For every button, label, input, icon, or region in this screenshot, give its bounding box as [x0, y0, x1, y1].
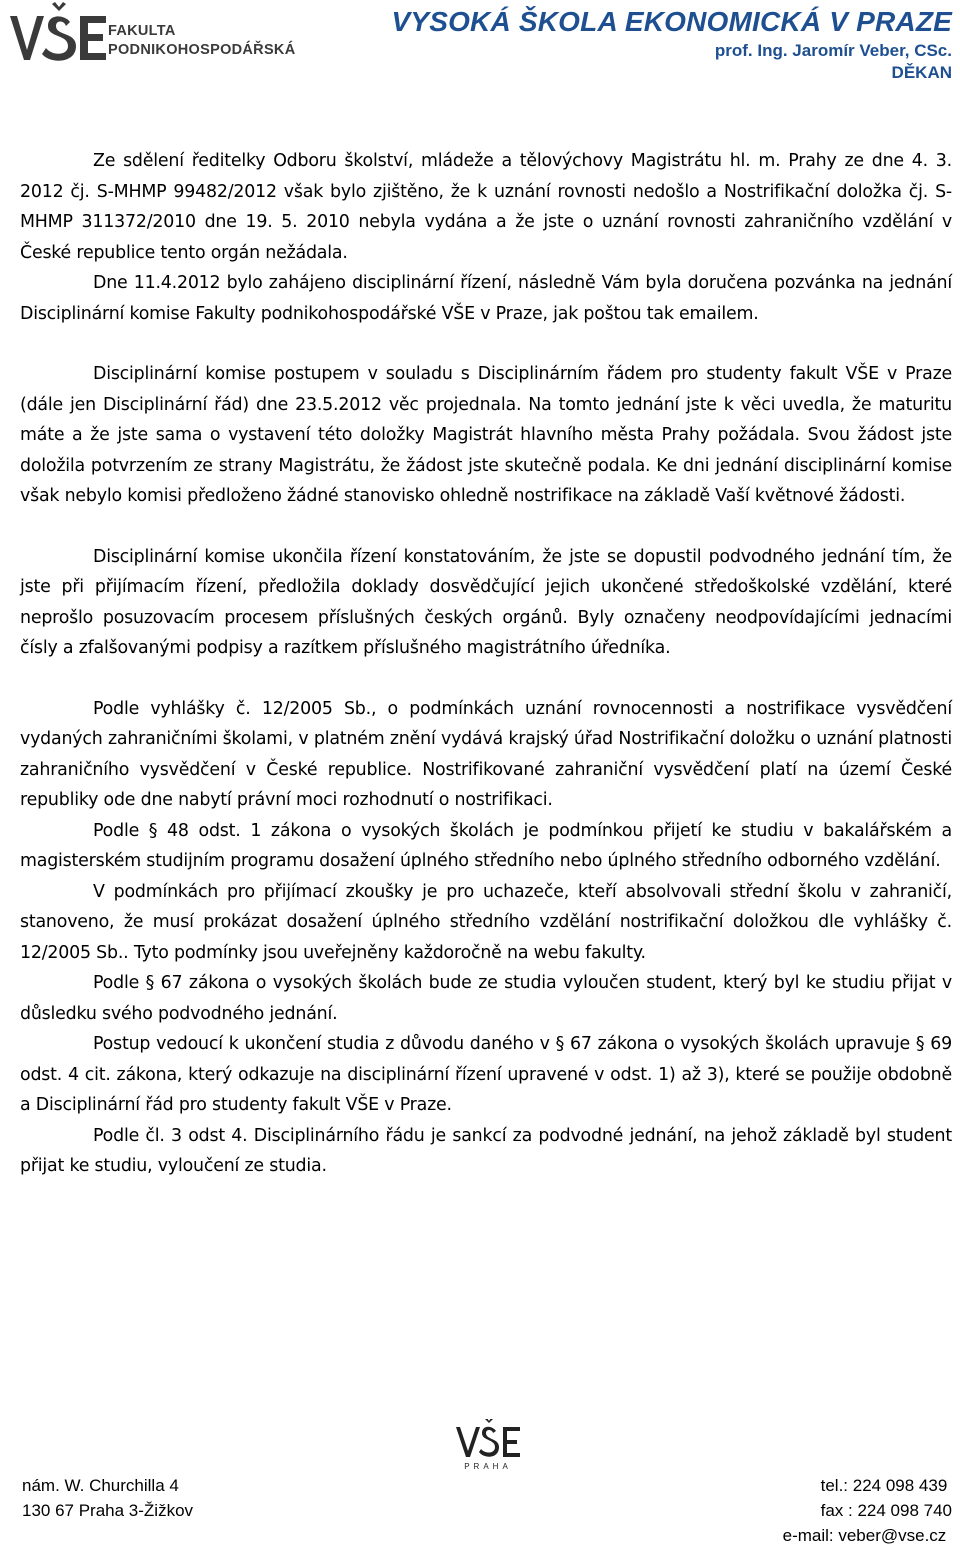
paragraph-4: Disciplinární komise ukončila řízení konstatováním, že jste se dopustil podvodného jednání tím, že jste při přijímacím řízení, předložila doklady dosvědčující jejich ukončené středoškolské vzdělání, které neprošlo posuzovacím procesem příslušných českých orgánů. Byly označeny neodpovídajícími jednacími čísly a zfalšovanými podpisy a razítkem příslušného magistrátního úředníka.: [20, 546, 952, 658]
footer-address: [22, 1473, 193, 1523]
faculty-name: [108, 22, 295, 60]
paragraph-3: Disciplinární komise postupem v souladu s Disciplinárním řádem pro studenty fakult VŠE v Praze (dále jen Disciplinární řád) dne 23.5.2012 věc projednala. Na tomto jednání jste k věci uvedla, že maturitu máte a že jste sama o vystavení této doložky Magistrát hlavního města Prahy požádala. Svou žádost jste doložila potvrzením ze strany Magistrátu, že žádost jste skutečně podala. Ke dni jednání disciplinární komise však nebylo komisi předloženo žádné stanovisko ohledně nostrifikace na základě Vaší květnové žádosti.: [20, 364, 952, 506]
address-line-1: nám. W. Churchilla 4: [22, 1476, 179, 1495]
dean-title: DĚKAN: [891, 63, 952, 82]
university-name: VYSOKÁ ŠKOLA EKONOMICKÁ V PRAZE: [391, 6, 952, 37]
paragraph-5: Podle vyhlášky č. 12/2005 Sb., o podmínkách uznání rovnocennosti a nostrifikace vysvědčení vydaných zahraničními školami, v platném znění vydává krajský úřad Nostrifikační doložku o uznání platnosti zahraničního vysvědčení v České republice. Nostrifikované zahraniční vysvědčení platí na území České republiky ode dne nabytí právní moci rozhodnutí o nostrifikaci.: [20, 698, 952, 810]
vse-praha-logo: [452, 1419, 524, 1471]
paragraph-7: V podmínkách pro přijímací zkoušky je pro uchazeče, kteří absolvovali střední školu v zahraničí, stanoveno, že musí prokázat dosažení úplného středního vzdělání nostrifikační doložkou dle vyhlášky č. 12/2005 Sb.. Tyto podmínky jsou uveřejněny každoročně na webu fakulty.: [20, 881, 952, 963]
paragraph-8: Podle § 67 zákona o vysokých školách bude ze studia vyloučen student, který byl ke studiu přijat v důsledku svého podvodného jednání.: [20, 973, 952, 1024]
email-link[interactable]: e-mail: veber@vse.cz: [782, 1526, 947, 1545]
vse-logo: [6, 2, 116, 66]
paragraph-6: Podle § 48 odst. 1 zákona o vysokých školách je podmínkou přijetí ke studiu v bakalářském a magisterském studijním programu dosažení úplného středního nebo úplného středního odborného vzdělání.: [20, 820, 952, 871]
paragraph-9: Postup vedoucí k ukončení studia z důvodu daného v § 67 zákona o vysokých školách upravuje § 69 odst. 4 cit. zákona, který odkazuje na disciplinární řízení upravené v odst. 1) až 3), které se použije obdobně a Disciplinární řád pro studenty fakult VŠE v Praze.: [20, 1034, 952, 1115]
footer-contacts: [783, 1473, 952, 1548]
fax: fax : 224 098 740: [820, 1501, 952, 1520]
university-block: [391, 5, 952, 84]
svg-text:PRAHA: PRAHA: [464, 1462, 512, 1471]
faculty-line-1: FAKULTA: [108, 23, 176, 39]
letter-body: [20, 146, 952, 1182]
dean-name: prof. Ing. Jaromír Veber, CSc.: [714, 41, 952, 60]
letterhead: [0, 0, 960, 100]
phone: tel.: 224 098 439: [820, 1476, 948, 1495]
paragraph-2: Dne 11.4.2012 bylo zahájeno disciplinární řízení, následně Vám byla doručena pozvánka na jednání Disciplinární komise Fakulty podnikohospodářské VŠE v Praze, jak poštou tak emailem.: [20, 273, 952, 324]
paragraph-1: Ze sdělení ředitelky Odboru školství, mládeže a tělovýchovy Magistrátu hl. m. Prahy ze dne 4. 3. 2012 čj. S-MHMP 99482/2012 však bylo zjištěno, že k uznání rovnosti nedošlo a Nostrifikační doložka čj. S-MHMP 311372/2010 dne 19. 5. 2010 nebyla vydána a že jste o uznání rovnosti zahraničního vzdělání v České republice tento orgán nežádala.: [20, 151, 952, 263]
faculty-line-2: PODNIKOHOSPODÁŘSKÁ: [108, 42, 296, 58]
paragraph-10: Podle čl. 3 odst 4. Disciplinárního řádu je sankcí za podvodné jednání, na jehož základě byl student přijat ke studiu, vyloučení ze studia.: [20, 1125, 952, 1176]
address-line-2: 130 67 Praha 3-Žižkov: [22, 1501, 194, 1520]
